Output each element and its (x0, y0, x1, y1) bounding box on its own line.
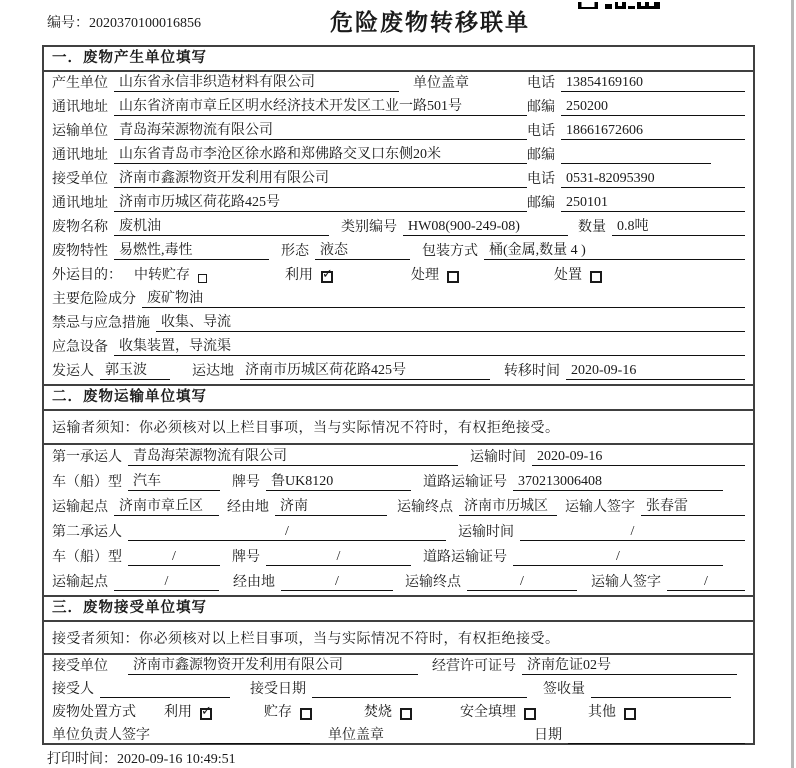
disposal-option-landfill (460, 701, 536, 721)
origin-label: 运输起点 (52, 500, 108, 515)
checkbox-icon (447, 271, 459, 283)
checkbox-icon (321, 271, 333, 283)
shipper-value: 郭玉波 (100, 359, 170, 380)
zip-label: 邮编 (527, 100, 555, 115)
recipient-value (100, 697, 230, 698)
zip3-group (527, 192, 745, 212)
end-value: 济南市历城区 (459, 495, 557, 516)
carrier-sign-label: 运输人签字 (565, 500, 635, 515)
phone-value: 0531-82095390 (561, 171, 745, 188)
section2-header: 二．废物运输单位填写 (44, 384, 753, 411)
option-label: 利用 (285, 268, 313, 283)
checkbox-icon (300, 708, 312, 720)
transporter-left (52, 119, 527, 140)
option-label: 处理 (411, 268, 439, 283)
trait-label: 废物特性 (52, 244, 108, 259)
origin-value: 济南市章丘区 (114, 495, 219, 516)
checkbox-icon (624, 708, 636, 720)
recipient-label: 接受人 (52, 682, 94, 697)
transporter-value: 青岛海荣源物流有限公司 (114, 119, 527, 140)
via-label: 经由地 (233, 575, 275, 590)
carrier1-label: 第一承运人 (52, 450, 122, 465)
carrier1-value: 青岛海荣源物流有限公司 (128, 445, 458, 466)
disposal-label: 废物处置方式 (52, 705, 136, 720)
accept-date-label: 接受日期 (250, 682, 306, 697)
phone-value: 13854169160 (561, 75, 745, 92)
disposal-option-store (264, 701, 312, 721)
address-value: 济南市历城区荷花路425号 (114, 191, 527, 212)
waste-name-value: 废机油 (114, 215, 329, 236)
address-value: 山东省青岛市李沧区徐水路和郑佛路交叉口东侧20米 (114, 143, 527, 164)
end-value: / (467, 574, 577, 591)
phone1-group (527, 72, 745, 92)
waste-name-row (44, 216, 753, 240)
license-label: 经营许可证号 (432, 659, 516, 674)
taboo-label: 禁忌与应急措施 (52, 316, 150, 331)
destination-value: 济南市历城区荷花路425号 (240, 359, 490, 380)
zip1-group (527, 96, 745, 116)
waste-name-label: 废物名称 (52, 220, 108, 235)
zip-value: 250101 (561, 195, 745, 212)
transporter-label: 运输单位 (52, 124, 108, 139)
signed-qty-value (591, 697, 731, 698)
taboo-value: 收集、导流 (156, 311, 745, 332)
purpose-label: 外运目的： (52, 268, 122, 283)
hazard-label: 主要危险成分 (52, 292, 136, 307)
address3-left (52, 191, 527, 212)
company-seal-label: 单位盖章 (413, 76, 469, 91)
transfer-date-value: 2020-09-16 (566, 363, 745, 380)
carrier2-value: / (128, 524, 446, 541)
transporter-notice: 运输者须知：你必须核对以上栏目事项，当与实际情况不符时，有权拒绝接受。 (44, 411, 753, 445)
form-label: 形态 (281, 244, 309, 259)
end-label: 运输终点 (397, 500, 453, 515)
quantity-value: 0.8吨 (612, 215, 745, 236)
date-value (568, 743, 745, 744)
road-cert-value: / (513, 549, 723, 566)
disposal-row (44, 701, 753, 724)
vehicle-type-label: 车（船）型 (52, 550, 122, 565)
option-label: 中转贮存 (134, 268, 190, 283)
print-time-value: 2020-09-16 10:49:51 (117, 752, 236, 767)
serial-number (47, 12, 201, 32)
end-label: 运输终点 (405, 575, 461, 590)
origin-label: 运输起点 (52, 575, 108, 590)
purpose-option-use (285, 264, 333, 284)
phone-label: 电话 (527, 76, 555, 91)
page-right-edge (791, 0, 794, 768)
destination-label: 运达地 (192, 364, 234, 379)
transport-time-value: 2020-09-16 (532, 449, 745, 466)
option-label: 贮存 (264, 705, 292, 720)
zip-label: 邮编 (527, 196, 555, 211)
plate-label: 牌号 (232, 475, 260, 490)
plate-label: 牌号 (232, 550, 260, 565)
road-cert-value: 370213006408 (513, 474, 723, 491)
purpose-option-dispose (554, 264, 602, 284)
disposal-option-burn (364, 701, 412, 721)
serial-label: 编号： (47, 16, 89, 31)
via-value: / (281, 574, 393, 591)
transfer-date-label: 转移时间 (504, 364, 560, 379)
receiver-value: 济南市鑫源物资开发利用有限公司 (114, 167, 527, 188)
option-label: 利用 (164, 705, 192, 720)
via-value: 济南 (275, 495, 387, 516)
address-value: 山东省济南市章丘区明水经济技术开发区工业一路501号 (114, 95, 527, 116)
responsible-sign-row (44, 724, 753, 747)
route2-row (44, 570, 753, 595)
purpose-option-transit (134, 264, 207, 284)
receiver-label: 接受单位 (52, 172, 108, 187)
origin-value: / (114, 574, 219, 591)
producer-label: 产生单位 (52, 76, 108, 91)
checkbox-icon (524, 708, 536, 720)
address2-left (52, 143, 527, 164)
carrier2-label: 第二承运人 (52, 525, 122, 540)
form-value: 液态 (315, 239, 410, 260)
receiver-row (44, 168, 753, 192)
transport-time-value: / (520, 524, 745, 541)
address1-left (52, 95, 527, 116)
responsible-sign-label: 单位负责人签字 (52, 728, 150, 743)
producer-left (52, 71, 527, 92)
qr-code-icon (578, 0, 660, 9)
quantity-label: 数量 (578, 220, 606, 235)
address-label: 通讯地址 (52, 148, 108, 163)
vehicle-type-value: / (128, 549, 220, 566)
receiver-address-row (44, 192, 753, 216)
road-cert-label: 道路运输证号 (423, 550, 507, 565)
trait-value: 易燃性,毒性 (114, 239, 269, 260)
carrier-sign-value: / (667, 574, 745, 591)
transfer-form-table (42, 45, 755, 745)
zip-value: 250200 (561, 99, 745, 116)
disposal-option-use (164, 701, 212, 721)
vehicle1-row (44, 470, 753, 495)
signed-qty-label: 签收量 (543, 682, 585, 697)
address-label: 通讯地址 (52, 100, 108, 115)
carrier1-row (44, 445, 753, 470)
zip-label: 邮编 (527, 148, 555, 163)
plate-value: / (266, 549, 411, 566)
license-value: 济南危证02号 (522, 654, 737, 675)
packing-value: 桶(金属,数量 4 ) (484, 239, 745, 260)
print-time (47, 748, 236, 768)
checkbox-icon (200, 708, 212, 720)
phone3-group (527, 168, 745, 188)
address-label: 通讯地址 (52, 196, 108, 211)
transporter-address-row (44, 144, 753, 168)
packing-label: 包装方式 (422, 244, 478, 259)
carrier-sign-label: 运输人签字 (591, 575, 661, 590)
accept-unit-value: 济南市鑫源物资开发利用有限公司 (128, 654, 418, 675)
via-label: 经由地 (227, 500, 269, 515)
hazard-row (44, 288, 753, 312)
phone2-group (527, 120, 745, 140)
category-value: HW08(900-249-08) (403, 219, 568, 236)
transport-time-label: 运输时间 (470, 450, 526, 465)
zip2-group (527, 144, 745, 164)
producer-address-row (44, 96, 753, 120)
vehicle2-row (44, 545, 753, 570)
phone-value: 18661672606 (561, 123, 745, 140)
shipper-row (44, 360, 753, 384)
equipment-label: 应急设备 (52, 340, 108, 355)
print-time-label: 打印时间： (47, 752, 117, 767)
equipment-row (44, 336, 753, 360)
responsible-sign-value (200, 743, 310, 744)
route1-row (44, 495, 753, 520)
transporter-row (44, 120, 753, 144)
option-label: 焚烧 (364, 705, 392, 720)
equipment-value: 收集装置，导流渠 (114, 335, 745, 356)
option-label: 处置 (554, 268, 582, 283)
option-label: 其他 (588, 705, 616, 720)
unit-seal-label: 单位盖章 (328, 728, 384, 743)
receiver-notice: 接受者须知：你必须核对以上栏目事项，当与实际情况不符时，有权拒绝接受。 (44, 622, 753, 655)
checkbox-icon (590, 271, 602, 283)
checkbox-icon (198, 274, 207, 283)
accept-date-value (312, 697, 527, 698)
accept-person-row (44, 678, 753, 701)
accept-unit-row (44, 655, 753, 678)
plate-value: 鲁UK8120 (266, 470, 411, 491)
taboo-row (44, 312, 753, 336)
carrier-sign-value: 张春雷 (641, 495, 745, 516)
zip-value (561, 163, 711, 164)
waste-trait-row (44, 240, 753, 264)
receiver-left (52, 167, 527, 188)
producer-value: 山东省永信非织造材料有限公司 (114, 71, 399, 92)
section3-header: 三．废物接受单位填写 (44, 595, 753, 622)
date-label: 日期 (534, 728, 562, 743)
accept-unit-label: 接受单位 (52, 659, 108, 674)
phone-label: 电话 (527, 172, 555, 187)
option-label: 安全填埋 (460, 705, 516, 720)
purpose-option-treat (411, 264, 459, 284)
hazard-value: 废矿物油 (142, 287, 745, 308)
disposal-option-other (588, 701, 636, 721)
category-label: 类别编号 (341, 220, 397, 235)
checkbox-icon (400, 708, 412, 720)
page-title: 危险废物转移联单 (330, 9, 530, 35)
section1-header: 一．废物产生单位填写 (44, 47, 753, 72)
producer-row (44, 72, 753, 96)
phone-label: 电话 (527, 124, 555, 139)
transport-time-label: 运输时间 (458, 525, 514, 540)
shipper-label: 发运人 (52, 364, 94, 379)
purpose-row (44, 264, 753, 288)
vehicle-type-label: 车（船）型 (52, 475, 122, 490)
vehicle-type-value: 汽车 (128, 470, 220, 491)
carrier2-row (44, 520, 753, 545)
road-cert-label: 道路运输证号 (423, 475, 507, 490)
serial-value: 2020370100016856 (89, 16, 201, 31)
